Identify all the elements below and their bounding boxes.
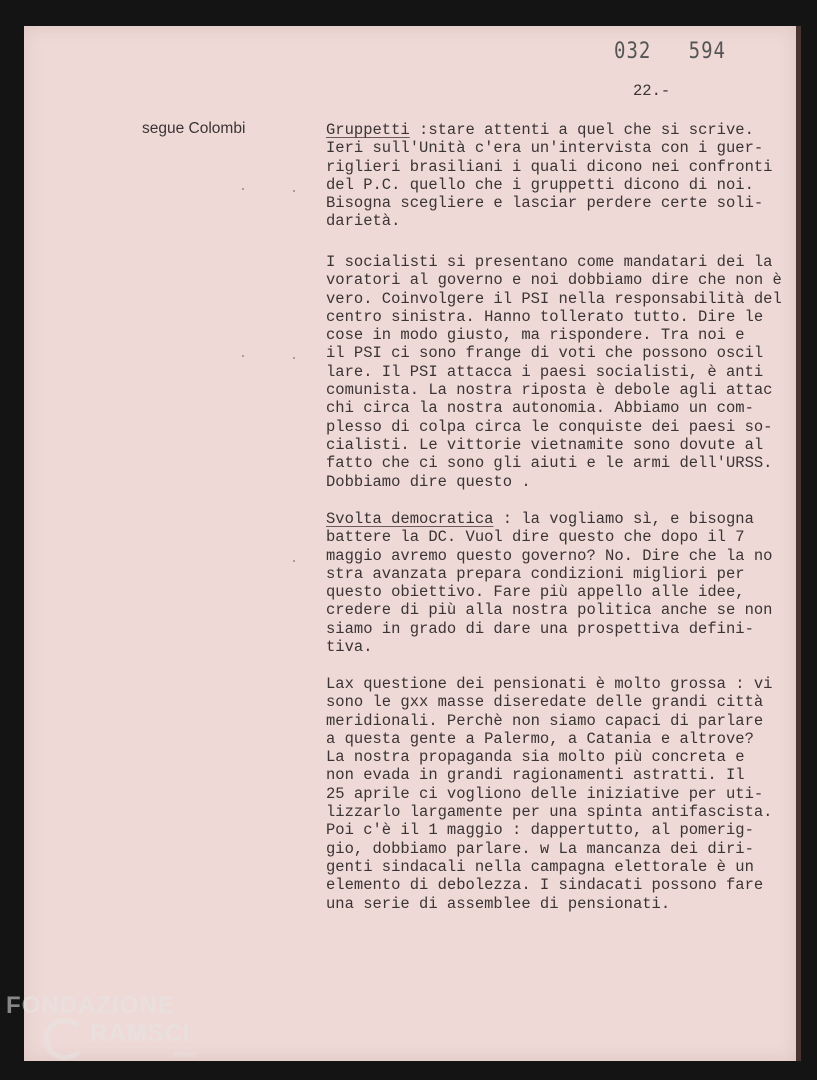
scan-speck (293, 357, 295, 359)
text-line (326, 290, 782, 308)
line-text: plesso di colpa circa le conquiste dei paesi so- (326, 417, 773, 436)
scan-speck (242, 188, 244, 190)
text-line (326, 271, 782, 289)
line-text: centro sinistra. Hanno tollerato tutto. Dire le (326, 307, 764, 326)
text-line (326, 399, 782, 417)
line-text: La nostra propaganda sia molto più concreta e (326, 748, 745, 767)
page-number: 22.- (633, 82, 671, 100)
line-text: :stare attenti a quel che si scrive. (409, 121, 754, 139)
line-text: lizzarlo largamente per una spinta antifascista. (326, 803, 773, 822)
watermark-line1: FONDAZIONE (6, 992, 175, 1019)
text-line (326, 253, 782, 271)
line-text: genti sindacali nella campagna elettorale è un (326, 857, 754, 876)
line-text: battere la DC. Vuol dire questo che dopo il 7 (326, 528, 745, 547)
g-logo-icon (44, 1018, 86, 1060)
paragraph (326, 510, 772, 656)
text-line (326, 436, 782, 454)
line-text: il PSI ci sono frange di voti che possono oscil (326, 344, 764, 363)
line-text: a questa gente a Palermo, a Catania e altrove? (326, 729, 754, 748)
text-line (326, 840, 772, 858)
line-text: I socialisti si presentano come mandatari dei la (326, 253, 773, 271)
line-text: voratori al governo e noi dobbiamo dire che non è (326, 271, 782, 290)
text-line (326, 693, 772, 711)
fondazione-gramsci-watermark (6, 992, 211, 1072)
watermark-suffix: onlus (174, 1049, 196, 1059)
text-line (326, 326, 782, 344)
watermark-line2: RAMSCI (90, 1020, 191, 1047)
text-line (326, 675, 772, 693)
line-text: non evada in grandi ragionamenti astratti. Il (326, 766, 745, 785)
line-text: 25 aprile ci vogliono delle iniziative per uti- (326, 784, 764, 803)
scan-speck (242, 355, 244, 357)
text-line (326, 565, 772, 583)
line-text: Dobbiamo dire questo . (326, 472, 531, 491)
line-text: credere di più alla nostra politica anche se non (326, 601, 773, 620)
text-line (326, 821, 772, 839)
text-line (326, 638, 772, 656)
line-text: elemento di debolezza. I sindacati possono fare (326, 876, 764, 895)
text-line (326, 730, 772, 748)
line-text: sono le gxx masse diseredate delle grandi città (326, 693, 764, 712)
text-line (326, 381, 782, 399)
text-line (326, 528, 772, 546)
text-line (326, 510, 772, 528)
line-text: questo obiettivo. Fare più appello alle idee, (326, 583, 745, 602)
line-text: darietà. (326, 212, 401, 231)
line-text: Bisogna scegliere e lasciar perdere certe soli- (326, 194, 764, 213)
text-line (326, 194, 772, 212)
text-line (326, 876, 772, 894)
line-text: Ieri sull'Unità c'era un'intervista con i guer- (326, 139, 764, 158)
page-edge (796, 26, 801, 1061)
line-text: meridionali. Perchè non siamo capaci di parlare (326, 711, 764, 730)
text-line (326, 547, 772, 565)
text-line (326, 803, 772, 821)
underlined-heading: Svolta democratica (326, 510, 494, 528)
line-text: cose in modo giusto, ma rispondere. Tra noi e (326, 326, 745, 345)
line-text: fatto che ci sono gli aiuti e le armi dell'URSS. (326, 454, 773, 473)
text-line (326, 139, 772, 157)
archive-serial-number: 032 594 (614, 38, 726, 64)
paragraph (326, 675, 772, 913)
line-text: chi circa la nostra autonomia. Abbiamo un com- (326, 399, 754, 418)
text-line (326, 473, 782, 491)
line-text: Poi c'è il 1 maggio : dappertutto, al pomerig- (326, 821, 754, 840)
line-text: lare. Il PSI attacca i paesi socialisti, è anti (326, 362, 764, 381)
text-line (326, 212, 772, 230)
line-text: una serie di assemblee di pensionati. (326, 894, 671, 913)
text-line (326, 583, 772, 601)
text-line (326, 418, 782, 436)
text-line (326, 712, 772, 730)
line-text: siamo in grado di dare una prospettiva defini- (326, 619, 754, 638)
line-text: Lax questione dei pensionati è molto grossa : vi (326, 675, 773, 693)
text-line (326, 158, 772, 176)
underlined-heading: Gruppetti (326, 121, 410, 139)
text-line (326, 601, 772, 619)
line-text: riglieri brasiliani i quali dicono nei confronti (326, 157, 773, 176)
text-line (326, 363, 782, 381)
line-text: : la vogliamo sì, e bisogna (493, 510, 754, 528)
speaker-label: segue Colombi (142, 120, 246, 137)
scan-speck (293, 190, 295, 192)
line-text: cialisti. Le vittorie vietnamite sono dovute al (326, 435, 764, 454)
line-text: tiva. (326, 638, 373, 657)
line-text: comunista. La nostra riposta è debole agli attac (326, 381, 773, 400)
paragraph (326, 121, 772, 231)
text-line (326, 785, 772, 803)
text-line (326, 121, 772, 139)
text-line (326, 766, 772, 784)
text-line (326, 308, 782, 326)
text-line (326, 454, 782, 472)
line-text: vero. Coinvolgere il PSI nella responsabilità del (326, 289, 782, 308)
text-line (326, 858, 772, 876)
text-line (326, 748, 772, 766)
paragraph (326, 253, 782, 491)
line-text: del P.C. quello che i gruppetti dicono di noi. (326, 175, 754, 194)
line-text: gio, dobbiamo parlare. w La mancanza dei diri- (326, 839, 754, 858)
text-line (326, 344, 782, 362)
scan-speck (293, 560, 295, 562)
text-line (326, 620, 772, 638)
text-line (326, 895, 772, 913)
line-text: stra avanzata prepara condizioni migliori per (326, 564, 745, 583)
text-line (326, 176, 772, 194)
line-text: maggio avremo questo governo? No. Dire che la no (326, 546, 773, 565)
